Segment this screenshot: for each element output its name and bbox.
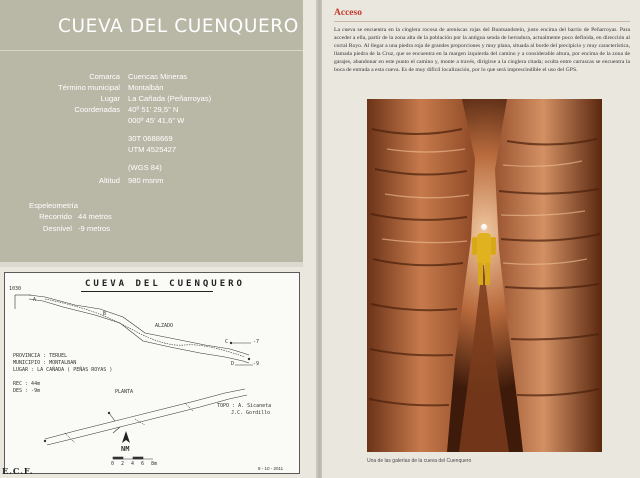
survey-depth-mark-2: -7 (253, 339, 260, 345)
survey-municipio: MUNICIPIO : MONTALBAN (13, 360, 77, 366)
section-divider (334, 21, 630, 22)
club-initials: E.C.F. (2, 466, 34, 476)
cave-photo-illustration (367, 99, 602, 452)
field-value-desnivel: -9 metros (78, 224, 111, 233)
survey-rec: REC : 44m (13, 381, 41, 387)
survey-north-label: NM (121, 445, 130, 453)
field-value-utm: UTM 4525427 (128, 145, 177, 154)
field-label-lugar: Lugar (100, 94, 120, 103)
survey-provincia: PROVINCIA : TERUEL (13, 353, 68, 359)
scale-mark-4: 4 (131, 461, 135, 467)
field-value-recorrido: 44 metros (78, 212, 112, 221)
cave-survey-map (4, 272, 300, 474)
survey-date: 8 - 10 - 2011 (258, 466, 284, 471)
scale-mark-8: 8m (151, 461, 158, 467)
field-label-recorrido: Recorrido (39, 212, 72, 221)
field-value-utm-zone: 30T 0688669 (128, 134, 173, 143)
section-markers (44, 342, 250, 442)
access-paragraph: La cueva se encuentra en la cinglera rocosa de areniscas rojas del Buntsandstein, justo encima del barrio de Peñarroyas. Para acceder a ella, partir de la zona alta de la población por la antigua senda de herradura, actualmente poco definida, en dirección al corral Royo. Al llegar a una piedra roja de grandes proporciones y muy plana, situada al borde del precipicio y muy característica, llamada piedra de la Cruz, que se encuentra en la margen izquierda del camino y a considerable altura, por encima de la zona de garajes, abandonar en este punto el camino y, monte a través, dirigirse a la cinglera citada; oculta entre carrascas se encuentra la boca de entrada a esta cueva. Es de muy difícil localización, por lo que será imprescindible el uso del GPS. (334, 27, 630, 73)
survey-letter-b: B (103, 311, 107, 317)
field-value-longitude: 000º 45' 41,6" W (128, 116, 185, 125)
survey-depth-mark: 1030 (9, 286, 22, 292)
header-panel-edge (0, 262, 303, 267)
field-label-comarca: Comarca (89, 72, 120, 81)
section-heading: Acceso (334, 8, 362, 18)
field-value-comarca: Cuencas Mineras (128, 72, 188, 81)
field-value-datum: (WGS 84) (128, 163, 162, 172)
survey-alzado-label: ALZADO (155, 323, 174, 329)
survey-des: DES : -9m (13, 388, 41, 394)
survey-depth-mark-3: -9 (253, 361, 260, 367)
survey-letter-c: C (225, 339, 229, 345)
scale-mark-6: 6 (141, 461, 145, 467)
survey-planta-label: PLANTA (115, 389, 134, 395)
field-label-coordenadas: Coordenadas (74, 105, 120, 114)
speleometry-heading: Espeleometría (29, 201, 78, 210)
field-value-altitud: 980 msnm (128, 176, 164, 185)
survey-drawing (5, 273, 299, 473)
survey-title: CUEVA DEL CUENQUERO (85, 279, 245, 289)
field-label-altitud: Altitud (98, 176, 120, 185)
survey-lugar: LUGAR : LA CAÑADA ( PEÑAS ROYAS ) (13, 367, 113, 373)
north-arrow-icon (122, 431, 130, 443)
survey-topo: TOPO : A. Sicaneta (217, 403, 272, 409)
field-label-termino: Término municipal (57, 83, 120, 92)
plan-view (45, 389, 247, 445)
field-value-termino: Montalbán (128, 83, 164, 92)
survey-topo-2: J.C. Gordillo (231, 410, 271, 416)
page-title: CUEVA DEL CUENQUERO (58, 16, 299, 37)
field-label-desnivel: Desnivel (42, 224, 72, 233)
header-panel (0, 0, 303, 262)
field-value-lugar: La Cañada (Peñarroyas) (128, 94, 212, 103)
cave-gallery-photo (367, 99, 602, 452)
photo-caption: Una de las galerías de la cueva del Cuenquero (367, 458, 472, 464)
scale-mark-2: 2 (121, 461, 125, 467)
field-value-latitude: 40º 51' 29,5" N (128, 105, 179, 114)
scale-bar (113, 457, 153, 459)
title-divider (0, 50, 303, 51)
survey-letter-a: A (33, 297, 37, 303)
survey-letter-d: D (231, 361, 235, 367)
scale-mark-0: 0 (111, 461, 115, 467)
